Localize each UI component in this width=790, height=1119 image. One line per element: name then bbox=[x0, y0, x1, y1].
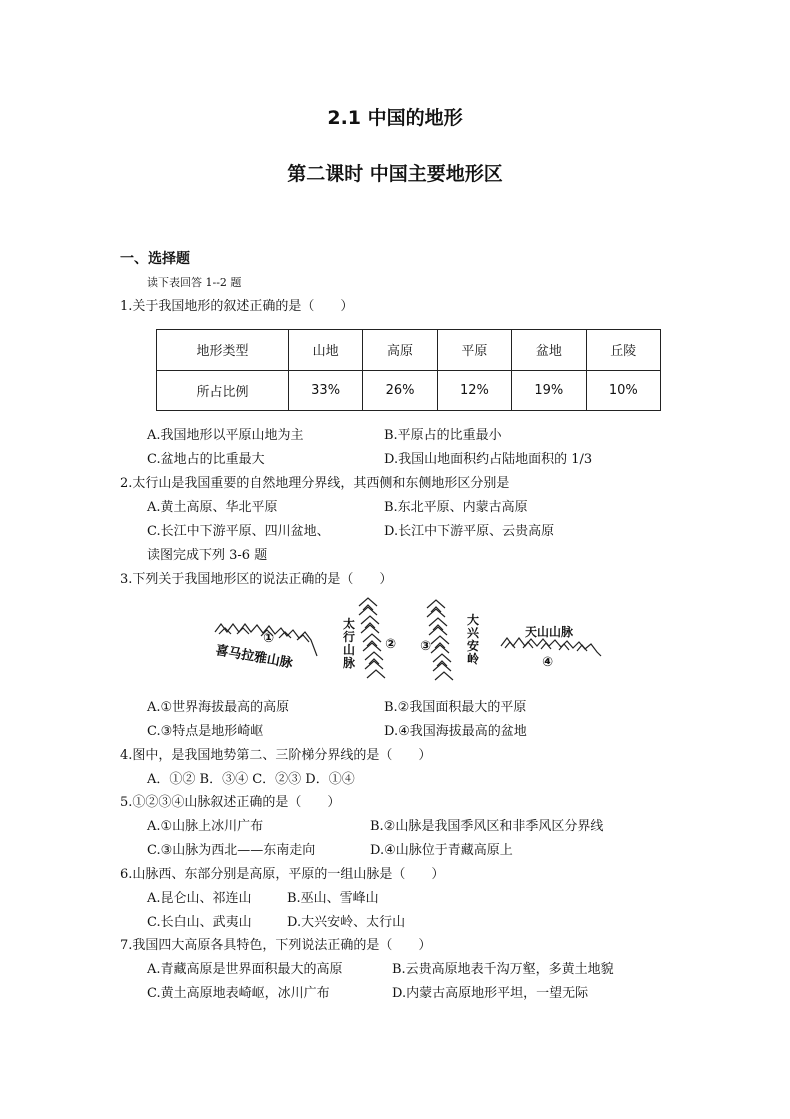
table-header-row bbox=[157, 330, 661, 371]
question-2-option-c: C.长江中下游平原、四川盆地、 bbox=[147, 524, 330, 539]
figure-label-1: ① bbox=[263, 631, 275, 646]
question-1-stem: 1.关于我国地形的叙述正确的是（ ） bbox=[120, 299, 354, 314]
page-title: 2.1 中国的地形 bbox=[327, 107, 463, 129]
figure-label-2: ② bbox=[385, 637, 397, 652]
taihang-label-char: 行 bbox=[343, 630, 356, 644]
taihang-label-char: 太 bbox=[343, 617, 356, 631]
question-2-option-d: D.长江中下游平原、云贵高原 bbox=[384, 524, 555, 539]
table-cell: 山地 bbox=[288, 330, 362, 371]
question-2-option-a: A.黄土高原、华北平原 bbox=[147, 500, 278, 515]
question-6-option-d: D.大兴安岭、太行山 bbox=[287, 915, 406, 930]
question-6-option-b: B.巫山、雪峰山 bbox=[287, 891, 379, 906]
greater-khingan-label-char: 安 bbox=[467, 639, 480, 653]
question-5-stem: 5.①②③④山脉叙述正确的是（ ） bbox=[120, 795, 341, 810]
question-4-stem: 4.图中，是我国地势第二、三阶梯分界线的是（ ） bbox=[120, 748, 432, 763]
table-cell: 高原 bbox=[363, 330, 437, 371]
question-1-option-a: A.我国地形以平原山地为主 bbox=[147, 428, 304, 443]
question-7-option-c: C.黄土高原地表崎岖，冰川广布 bbox=[147, 986, 330, 1001]
question-6-option-c: C.长白山、武夷山 bbox=[147, 915, 252, 930]
table-cell: 盆地 bbox=[512, 330, 586, 371]
taihang-ridge bbox=[359, 598, 385, 678]
figure-label-3: ③ bbox=[420, 639, 432, 654]
question-3-option-c: C.③特点是地形崎岖 bbox=[147, 724, 264, 739]
table-row bbox=[157, 370, 661, 411]
figure-label-4: ④ bbox=[542, 655, 554, 670]
tianshan-label: 天山山脉 bbox=[525, 625, 574, 639]
table-cell: 33% bbox=[288, 370, 362, 411]
map-instruction: 读图完成下列 3-6 题 bbox=[147, 548, 268, 563]
question-5-option-a: A.①山脉上冰川广布 bbox=[147, 819, 264, 834]
himalaya-label: 喜马拉雅山脉 bbox=[214, 643, 294, 672]
question-7-option-a: A.青藏高原是世界面积最大的高原 bbox=[147, 962, 343, 977]
question-3-option-b: B.②我国面积最大的平原 bbox=[384, 700, 527, 715]
greater-khingan-label-char: 大 bbox=[467, 613, 480, 627]
table-cell: 所占比例 bbox=[157, 370, 289, 411]
question-6-option-a: A.昆仑山、祁连山 bbox=[147, 891, 252, 906]
question-3-stem: 3.下列关于我国地形区的说法正确的是（ ） bbox=[120, 572, 393, 587]
question-1-option-b: B.平原占的比重最小 bbox=[384, 428, 502, 443]
section-heading: 一、选择题 bbox=[120, 251, 190, 267]
question-2-option-b: B.东北平原、内蒙古高原 bbox=[384, 500, 528, 515]
greater-khingan-label-char: 岭 bbox=[467, 652, 480, 666]
table-instruction: 读下表回答 1--2 题 bbox=[147, 276, 242, 289]
question-7-option-b: B.云贵高原地表千沟万壑，多黄土地貌 bbox=[392, 962, 614, 977]
table-cell: 12% bbox=[437, 370, 511, 411]
question-6-stem: 6.山脉西、东部分别是高原，平原的一组山脉是（ ） bbox=[120, 867, 445, 882]
question-1-option-c: C.盆地占的比重最大 bbox=[147, 452, 265, 467]
table-cell: 19% bbox=[512, 370, 586, 411]
question-5-option-c: C.③山脉为西北——东南走向 bbox=[147, 843, 316, 858]
page-subtitle: 第二课时 中国主要地形区 bbox=[287, 163, 503, 185]
tianshan-ridge bbox=[501, 638, 601, 656]
terrain-proportion-table bbox=[156, 329, 661, 411]
question-5-option-b: B.②山脉是我国季风区和非季风区分界线 bbox=[370, 819, 604, 834]
greater-khingan-label-char: 兴 bbox=[467, 626, 480, 640]
question-7-option-d: D.内蒙古高原地形平坦，一望无际 bbox=[392, 986, 589, 1001]
question-7-stem: 7.我国四大高原各具特色，下列说法正确的是（ ） bbox=[120, 938, 432, 953]
question-3-option-a: A.①世界海拔最高的高原 bbox=[147, 700, 290, 715]
question-4-options: A．①② B．③④ C．②③ D．①④ bbox=[147, 772, 355, 787]
table-cell: 26% bbox=[363, 370, 437, 411]
taihang-label-char: 脉 bbox=[343, 656, 356, 670]
taihang-label-char: 山 bbox=[343, 643, 356, 657]
table-cell: 地形类型 bbox=[157, 330, 289, 371]
table-cell: 丘陵 bbox=[586, 330, 660, 371]
question-1-option-d: D.我国山地面积约占陆地面积的 1/3 bbox=[384, 452, 593, 467]
mountain-ranges-figure bbox=[205, 594, 615, 694]
question-3-option-d: D.④我国海拔最高的盆地 bbox=[384, 724, 527, 739]
question-2-stem: 2.太行山是我国重要的自然地理分界线，其西侧和东侧地形区分别是 bbox=[120, 476, 510, 491]
table-cell: 平原 bbox=[437, 330, 511, 371]
table-cell: 10% bbox=[586, 370, 660, 411]
question-5-option-d: D.④山脉位于青藏高原上 bbox=[370, 843, 513, 858]
